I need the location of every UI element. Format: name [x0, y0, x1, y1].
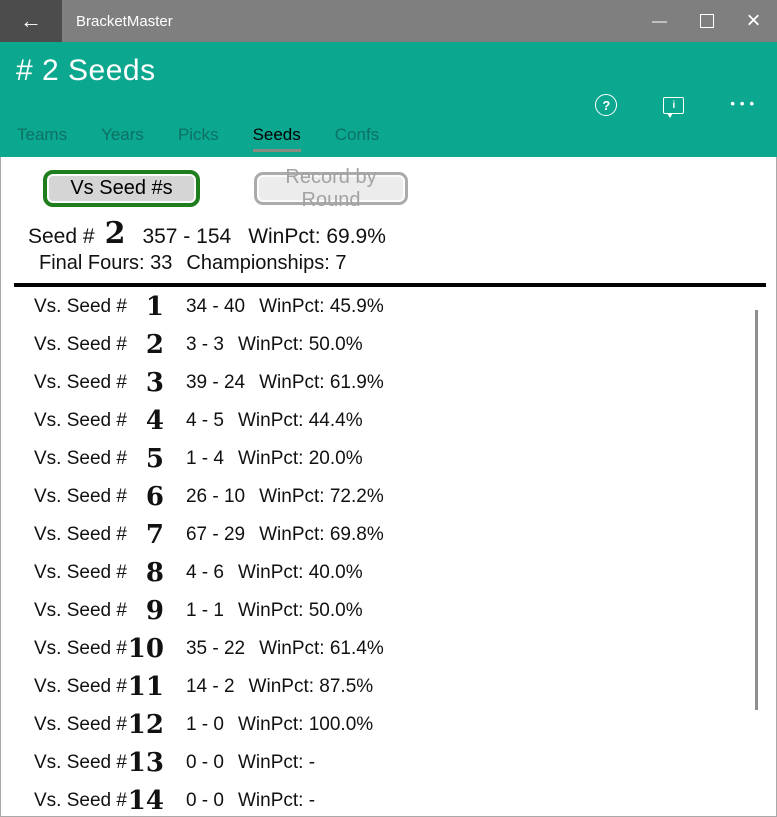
- row-label: Vs. Seed #: [34, 600, 127, 621]
- row-label: Vs. Seed #: [34, 752, 127, 773]
- row-winpct: WinPct: 87.5%: [248, 676, 374, 697]
- row-record: 0 - 0: [185, 790, 224, 811]
- seed-row: [1, 782, 776, 817]
- row-seed-number: 13: [127, 748, 164, 778]
- row-seed-number: 8: [145, 558, 164, 588]
- help-icon: ?: [595, 94, 617, 116]
- row-seed-number: 12: [127, 710, 164, 740]
- seed-summary-line: [28, 216, 776, 251]
- row-seed-number: 9: [145, 596, 164, 626]
- more-button[interactable]: [730, 96, 759, 115]
- row-seed-number: 5: [145, 444, 164, 474]
- row-label: Vs. Seed #: [34, 638, 127, 659]
- record-by-round-button[interactable]: Record by Round: [254, 172, 408, 205]
- back-arrow-icon: ←: [20, 8, 42, 33]
- row-record: 0 - 0: [185, 752, 224, 773]
- row-label: Vs. Seed #: [34, 296, 127, 317]
- row-seed-number: 2: [145, 330, 164, 360]
- vs-seeds-button[interactable]: Vs Seed #s: [43, 170, 200, 207]
- row-winpct: WinPct: 61.4%: [259, 638, 384, 659]
- row-seed-number: 10: [127, 634, 164, 664]
- row-seed-number: 3: [145, 368, 164, 398]
- row-label: Vs. Seed #: [34, 562, 127, 583]
- seed-row: [1, 592, 776, 630]
- seed-winpct: WinPct: 69.9%: [248, 225, 386, 248]
- close-button[interactable]: [730, 0, 777, 42]
- seed-row: [1, 630, 776, 668]
- titlebar: [0, 0, 777, 42]
- final-fours: Final Fours: 33: [39, 252, 173, 274]
- tab-picks[interactable]: Picks: [177, 125, 219, 144]
- row-winpct: WinPct: 45.9%: [259, 296, 384, 317]
- seed-row: [1, 402, 776, 440]
- row-record: 39 - 24: [185, 372, 246, 393]
- row-record: 1 - 0: [185, 714, 224, 735]
- help-button[interactable]: [595, 94, 617, 116]
- row-label: Vs. Seed #: [34, 334, 127, 355]
- row-winpct: WinPct: 100.0%: [237, 714, 374, 735]
- window-controls: [636, 0, 777, 42]
- seed-row: [1, 668, 776, 706]
- feedback-button[interactable]: [663, 97, 684, 114]
- row-record: 67 - 29: [185, 524, 246, 545]
- row-seed-number: 7: [145, 520, 164, 550]
- seed-row: [1, 288, 776, 326]
- feedback-icon: i: [663, 97, 684, 114]
- row-winpct: WinPct: -: [237, 790, 316, 811]
- vs-seed-list: [1, 288, 776, 817]
- seed-row: [1, 326, 776, 364]
- seed-row: [1, 364, 776, 402]
- row-label: Vs. Seed #: [34, 448, 127, 469]
- section-divider: [14, 283, 766, 287]
- row-record: 1 - 4: [185, 448, 224, 469]
- back-button[interactable]: [0, 0, 62, 42]
- maximize-icon: [700, 14, 714, 28]
- row-winpct: WinPct: 50.0%: [237, 334, 363, 355]
- row-record: 35 - 22: [185, 638, 246, 659]
- app-header: [0, 42, 777, 157]
- seed-row: [1, 516, 776, 554]
- row-winpct: WinPct: 40.0%: [237, 562, 363, 583]
- row-label: Vs. Seed #: [34, 372, 127, 393]
- row-label: Vs. Seed #: [34, 486, 127, 507]
- row-winpct: WinPct: -: [237, 752, 316, 773]
- seed-row: [1, 440, 776, 478]
- vertical-scrollbar[interactable]: [755, 310, 758, 710]
- tab-seeds[interactable]: Seeds: [253, 125, 301, 152]
- tab-confs[interactable]: Confs: [334, 125, 380, 144]
- close-icon: ×: [746, 7, 761, 34]
- row-winpct: WinPct: 44.4%: [237, 410, 363, 431]
- seed-label: Seed #: [28, 225, 95, 248]
- tab-teams[interactable]: Teams: [17, 125, 68, 144]
- page-title: # 2 Seeds: [16, 54, 156, 87]
- row-record: 4 - 6: [185, 562, 224, 583]
- row-record: 26 - 10: [185, 486, 246, 507]
- row-label: Vs. Seed #: [34, 790, 127, 811]
- row-label: Vs. Seed #: [34, 410, 127, 431]
- seed-summary-line2: [39, 252, 776, 275]
- row-record: 3 - 3: [185, 334, 224, 355]
- row-winpct: WinPct: 72.2%: [259, 486, 384, 507]
- row-seed-number: 11: [127, 672, 164, 702]
- view-toggle-row: [1, 157, 776, 211]
- header-icon-bar: [595, 94, 759, 116]
- seed-row: [1, 478, 776, 516]
- more-icon: •••: [730, 95, 759, 111]
- seed-record: 357 - 154: [142, 225, 232, 248]
- seed-row: [1, 744, 776, 782]
- seed-row: [1, 554, 776, 592]
- row-label: Vs. Seed #: [34, 524, 127, 545]
- row-seed-number: 14: [127, 786, 164, 816]
- row-seed-number: 1: [145, 292, 164, 322]
- championships: Championships: 7: [186, 252, 347, 274]
- minimize-icon: —: [652, 12, 667, 30]
- row-winpct: WinPct: 20.0%: [237, 448, 363, 469]
- minimize-button[interactable]: [636, 0, 683, 42]
- row-winpct: WinPct: 69.8%: [259, 524, 384, 545]
- row-label: Vs. Seed #: [34, 676, 127, 697]
- content-area: [0, 157, 777, 817]
- row-record: 14 - 2: [185, 676, 235, 697]
- row-seed-number: 4: [145, 406, 164, 436]
- pivot-tabs: [17, 125, 379, 152]
- app-title: BracketMaster: [76, 12, 173, 30]
- seed-row: [1, 706, 776, 744]
- row-label: Vs. Seed #: [34, 714, 127, 735]
- row-winpct: WinPct: 61.9%: [259, 372, 384, 393]
- maximize-button[interactable]: [683, 0, 730, 42]
- row-seed-number: 6: [145, 482, 164, 512]
- row-record: 4 - 5: [185, 410, 224, 431]
- row-record: 1 - 1: [185, 600, 224, 621]
- row-winpct: WinPct: 50.0%: [237, 600, 363, 621]
- row-record: 34 - 40: [185, 296, 246, 317]
- seed-number: 2: [104, 216, 126, 251]
- tab-years[interactable]: Years: [101, 125, 144, 144]
